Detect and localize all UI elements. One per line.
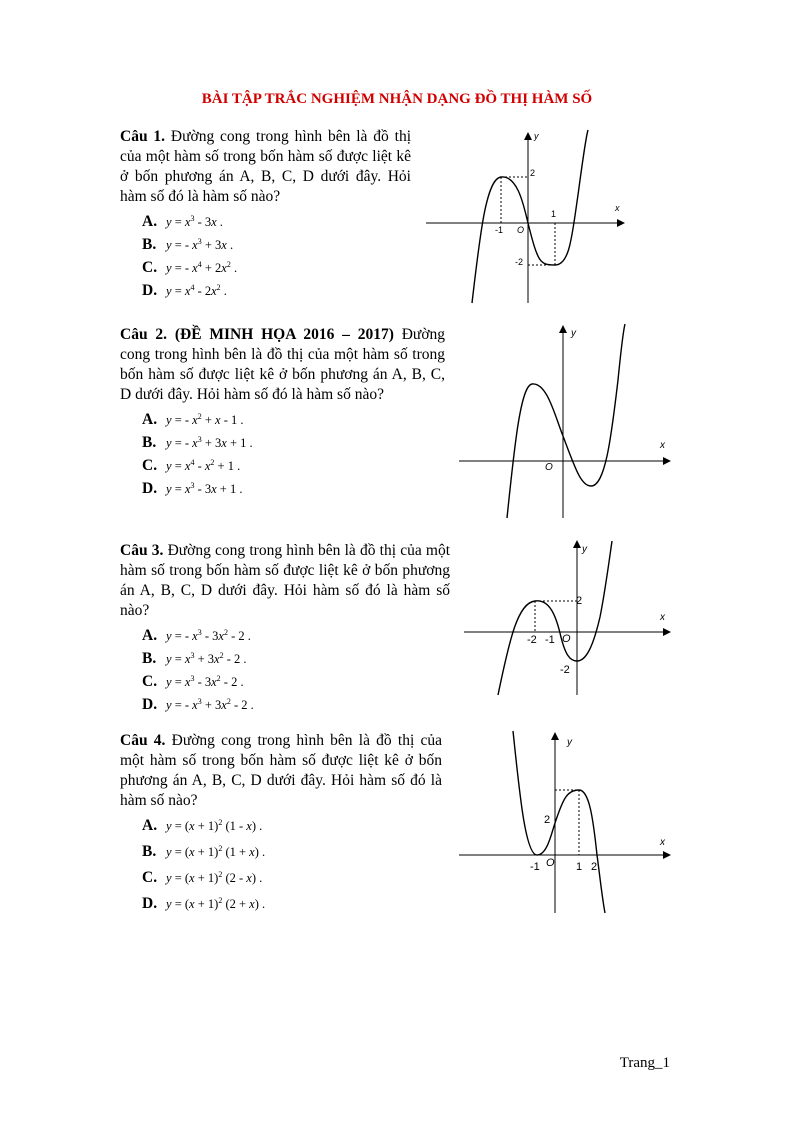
- tick-label: -1: [530, 861, 540, 873]
- option-formula: y = - $x^3 + 3x$ .: [166, 237, 234, 252]
- question-text: [120, 541, 450, 621]
- cubic-curve: [507, 324, 625, 518]
- x-axis-label: x: [660, 612, 665, 623]
- option-formula: $y = x^4 - 2x^2$ .: [166, 283, 227, 298]
- option-formula: $y = x^3 - 3x + 1$ .: [166, 481, 243, 496]
- y-axis-label: y: [534, 131, 539, 141]
- question-body: Đường cong trong hình bên là đồ thị của một hàm số trong bốn hàm số được liệt kê ở bốn phương án A, B, C, D dưới đây. Hỏi hàm số đó là hàm số nào?: [120, 326, 446, 403]
- x-axis-label: x: [660, 440, 665, 451]
- tick-label: -1: [545, 634, 555, 646]
- y-axis-label: y: [571, 328, 576, 339]
- tick-label: -1: [495, 225, 504, 235]
- option-formula: y = - $x^2 + x - 1$ .: [166, 412, 244, 427]
- y-axis-label: y: [567, 737, 572, 748]
- option-d[interactable]: D. y = - $x^3 + 3x^2 - 2$ .: [120, 692, 450, 715]
- option-a[interactable]: A. $y = (x + 1)^2$ (1 - x) .: [120, 813, 442, 839]
- option-formula: $y = (x + 1)^2$ (2 + x) .: [166, 896, 266, 911]
- question-text: [120, 731, 442, 811]
- option-d[interactable]: D. $y = x^4 - 2x^2$ .: [120, 278, 411, 301]
- answer-options: [120, 623, 450, 715]
- tick-label: 2: [530, 168, 536, 178]
- x-axis-label: x: [660, 837, 665, 848]
- tick-label: 2: [544, 814, 551, 826]
- question-2: [120, 325, 445, 499]
- question-body: Đường cong trong hình bên là đồ thị của một hàm số trong bốn hàm số được liệt kê ở bốn phương án A, B, C, D dưới đây. Hỏi hàm số đó là hàm số nào?: [120, 732, 442, 809]
- option-c[interactable]: C. y = - $x^4 + 2x^2$ .: [120, 255, 411, 278]
- question-tag: (ĐỀ MINH HỌA 2016 – 2017): [174, 326, 394, 343]
- cubic-curve: [513, 731, 605, 913]
- answer-options: [120, 813, 442, 917]
- option-formula: $y = x^3 + 3x^2 - 2$ .: [166, 651, 247, 666]
- graph-question-4: [455, 727, 680, 917]
- option-formula: $y = (x + 1)^2$ (2 - x) .: [166, 870, 263, 885]
- option-b[interactable]: B. $y = (x + 1)^2$ (1 + x) .: [120, 839, 442, 865]
- question-1: [120, 127, 411, 301]
- option-formula: y = - $x^3 + 3x + 1$ .: [166, 435, 253, 450]
- x-axis-label: x: [615, 203, 620, 213]
- question-body: Đường cong trong hình bên là đồ thị của một hàm số trong bốn hàm số được liệt kê ở bốn phương án A, B, C, D dưới đây. Hỏi hàm số đó là hàm số nào?: [120, 128, 411, 205]
- question-label: Câu 1.: [120, 128, 166, 145]
- question-text: [120, 325, 445, 405]
- cubic-curve: [498, 541, 612, 695]
- tick-label: -2: [527, 634, 537, 646]
- origin-label: O: [546, 857, 555, 869]
- question-3: [120, 541, 450, 715]
- tick-label: -2: [560, 664, 570, 676]
- option-c[interactable]: C. $y = x^3 - 3x^2 - 2$ .: [120, 669, 450, 692]
- option-b[interactable]: B. y = - $x^3 + 3x$ .: [120, 232, 411, 255]
- option-formula: $y = x^3 - 3x$ .: [166, 214, 223, 229]
- option-formula: y = - $x^3 - 3x^2 - 2$ .: [166, 628, 251, 643]
- question-4: [120, 731, 442, 917]
- tick-label: 2: [591, 861, 598, 873]
- page-number: Trang_1: [619, 1055, 670, 1071]
- origin-label: O: [517, 225, 525, 235]
- tick-label: 2: [576, 595, 583, 607]
- origin-label: O: [562, 633, 571, 645]
- tick-label: -2: [515, 257, 524, 267]
- option-formula: y = - $x^4 + 2x^2$ .: [166, 260, 238, 275]
- question-label: Câu 2.: [120, 326, 168, 343]
- answer-options: [120, 407, 445, 499]
- option-formula: $y = (x + 1)^2$ (1 + x) .: [166, 844, 266, 859]
- option-formula: $y = x^4 - x^2 + 1$ .: [166, 458, 241, 473]
- cubic-curve: [472, 130, 588, 303]
- question-label: Câu 3.: [120, 542, 164, 559]
- option-b[interactable]: B. y = - $x^3 + 3x + 1$ .: [120, 430, 445, 453]
- graph-question-2: [455, 320, 680, 520]
- option-d[interactable]: D. $y = (x + 1)^2$ (2 + x) .: [120, 891, 442, 917]
- option-formula: $y = x^3 - 3x^2 - 2$ .: [166, 674, 244, 689]
- option-c[interactable]: C. $y = (x + 1)^2$ (2 - x) .: [120, 865, 442, 891]
- answer-options: [120, 209, 411, 301]
- option-c[interactable]: C. $y = x^4 - x^2 + 1$ .: [120, 453, 445, 476]
- option-a[interactable]: A. y = - $x^2 + x - 1$ .: [120, 407, 445, 430]
- graph-question-3: [460, 537, 680, 697]
- option-a[interactable]: A. $y = x^3 - 3x$ .: [120, 209, 411, 232]
- tick-label: 1: [576, 861, 583, 873]
- option-a[interactable]: A. y = - $x^3 - 3x^2 - 2$ .: [120, 623, 450, 646]
- option-formula: y = - $x^3 + 3x^2 - 2$ .: [166, 697, 254, 712]
- y-axis-label: y: [582, 544, 587, 555]
- question-text: [120, 127, 411, 207]
- graph-question-1: [420, 125, 635, 305]
- origin-label: O: [545, 462, 553, 473]
- tick-label: 1: [551, 209, 557, 219]
- option-formula: $y = (x + 1)^2$ (1 - x) .: [166, 818, 263, 833]
- option-b[interactable]: B. $y = x^3 + 3x^2 - 2$ .: [120, 646, 450, 669]
- option-d[interactable]: D. $y = x^3 - 3x + 1$ .: [120, 476, 445, 499]
- page-title: BÀI TẬP TRẮC NGHIỆM NHẬN DẠNG ĐỒ THỊ HÀM SỐ: [201, 91, 593, 107]
- question-body: Đường cong trong hình bên là đồ thị của một hàm số trong bốn hàm số được liệt kê ở bốn phương án A, B, C, D dưới đây. Hỏi hàm số đó là hàm số nào?: [120, 542, 450, 619]
- question-label: Câu 4.: [120, 732, 166, 749]
